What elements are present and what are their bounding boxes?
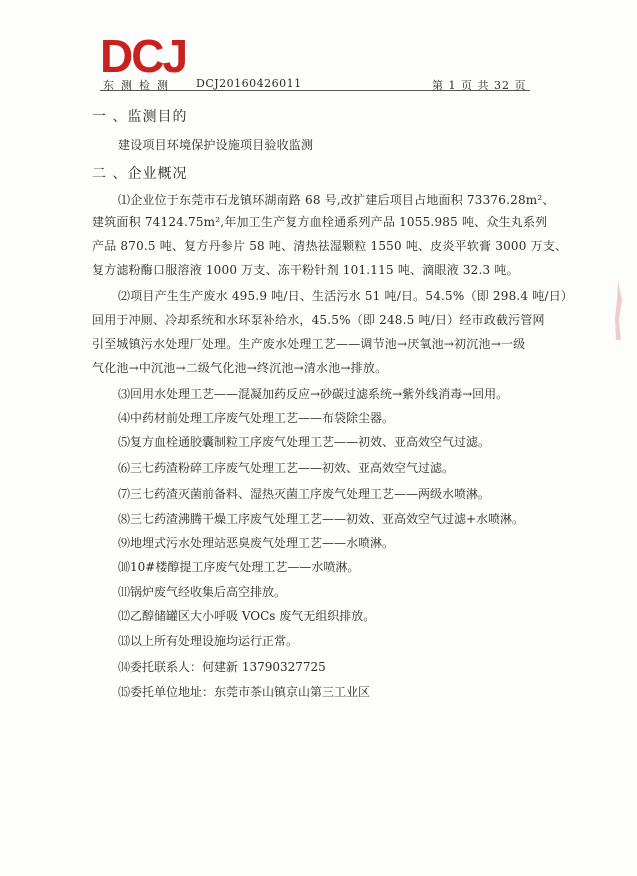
list-item: ⒂委托单位地址：东莞市茶山镇京山第三工业区 xyxy=(118,685,371,699)
paragraph1-line: 复方滤粉酶口服溶液 1000 万支、冻干粉针剂 101.115 吨、滴眼液 32.3 吨。 xyxy=(92,263,519,277)
org-name: 东测检测 xyxy=(103,79,175,92)
document-number: DCJ20160426011 xyxy=(196,77,302,90)
section1-text: 建设项目环境保护设施项目验收监测 xyxy=(118,138,314,152)
list-item: ⑼地埋式污水处理站恶臭废气处理工艺——水喷淋。 xyxy=(118,536,395,550)
paragraph2-line: ⑵项目产生生产废水 495.9 吨/日、生活污水 51 吨/日。54.5%（即 298.4 吨/日） xyxy=(118,289,574,303)
header-divider xyxy=(100,90,530,91)
page-info: 第 1 页 共 32 页 xyxy=(432,79,527,92)
section2-heading: 二 、企业概况 xyxy=(92,166,188,182)
svg-text:DCJ: DCJ xyxy=(100,30,187,80)
paragraph1-line: ⑴企业位于东莞市石龙镇环湖南路 68 号,改扩建后项目占地面积 73376.28m²、 xyxy=(118,193,555,207)
list-item: ⑽10#楼醇提工序废气处理工艺——水喷淋。 xyxy=(118,560,360,574)
list-item: ⑺三七药渣灭菌前备料、湿热灭菌工序废气处理工艺——两级水喷淋。 xyxy=(118,487,491,501)
scan-edge-mark xyxy=(612,280,624,340)
list-item: ⑾锅炉废气经收集后高空排放。 xyxy=(118,585,287,599)
list-item: ⑻三七药渣沸腾干燥工序废气处理工艺——初效、亚高效空气过滤+水喷淋。 xyxy=(118,512,525,526)
list-item: ⒀以上所有处理设施均运行正常。 xyxy=(118,634,299,648)
list-item: ⑸复方血栓通胶囊制粒工序废气处理工艺——初效、亚高效空气过滤。 xyxy=(118,435,491,449)
dcj-logo xyxy=(100,30,200,80)
paragraph2-line: 气化池→中沉池→二级气化池→终沉池→清水池→排放。 xyxy=(92,361,388,375)
paragraph2-line: 回用于冲厕、冷却系统和水环泵补给水，45.5%（即 248.5 吨/日）经市政截污管网 xyxy=(92,313,545,327)
list-item: ⑷中药材前处理工序废气处理工艺——布袋除尘器。 xyxy=(118,411,395,425)
paragraph2-line: 引至城镇污水处理厂处理。生产废水处理工艺——调节池→厌氧池→初沉池→一级 xyxy=(92,337,526,351)
list-item: ⑿乙醇储罐区大小呼吸 VOCs 废气无组织排放。 xyxy=(118,609,376,623)
list-item: ⑶回用水处理工艺——混凝加药反应→砂碳过滤系统→紫外线消毒→回用。 xyxy=(118,387,509,401)
section1-heading: 一 、监测目的 xyxy=(92,109,188,125)
list-item: ⒁委托联系人：何建新 13790327725 xyxy=(118,660,326,674)
list-item: ⑹三七药渣粉碎工序废气处理工艺——初效、亚高效空气过滤。 xyxy=(118,461,455,475)
paragraph1-line: 产品 870.5 吨、复方丹参片 58 吨、清热祛湿颗粒 1550 吨、皮炎平软膏 3000 万支、 xyxy=(92,239,568,253)
paragraph1-line: 建筑面积 74124.75m²,年加工生产复方血栓通系列产品 1055.985 吨、众生丸系列 xyxy=(92,215,548,229)
